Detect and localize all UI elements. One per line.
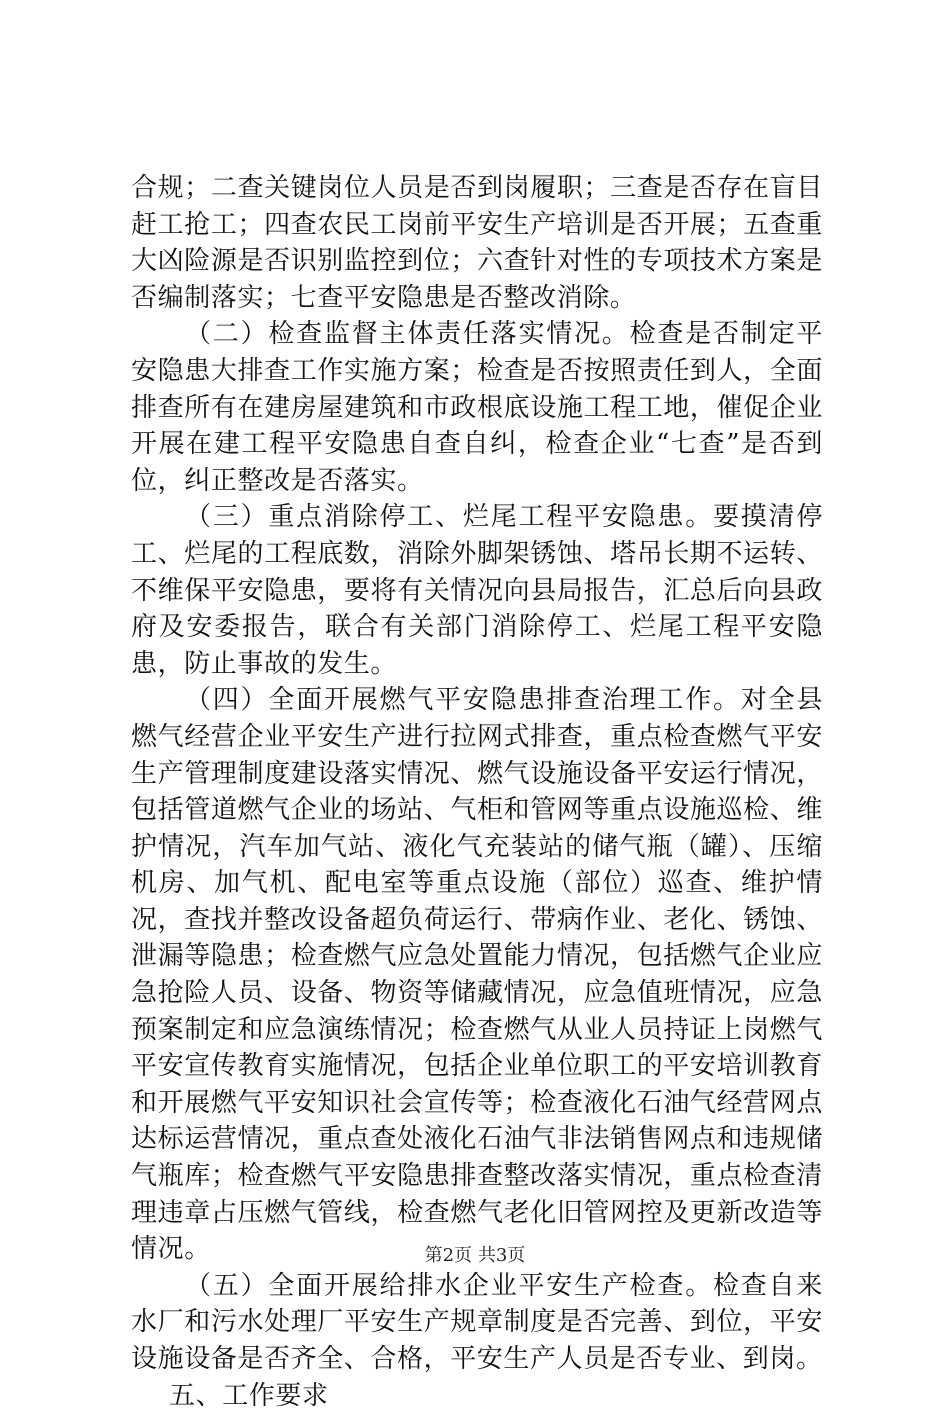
paragraph-item-2: （二）检查监督主体责任落实情况。检查是否制定平安隐患大排查工作实施方案；检查是否按照责任到人，全面排查所有在建房屋建筑和市政根底设施工程工地，催促企业开展在建工程平安隐患自查自纠，检查企业“七查”是否到位，纠正整改是否落实。 (131, 319, 823, 496)
page-indicator: 第2页 共3页 (424, 1245, 526, 1266)
page-footer (0, 1244, 950, 1268)
paragraph-continuation: 合规；二查关键岗位人员是否到岗履职；三查是否存在盲目赶工抢工；四查农民工岗前平安生产培训是否开展；五查重大凶险源是否识别监控到位；六查针对性的专项技术方案是否编制落实；七查平安隐患是否整改消除。 (131, 173, 823, 313)
section-heading: 五、工作要求 (169, 1380, 329, 1411)
document-body (131, 170, 823, 1414)
paragraph-item-4: （四）全面开展燃气平安隐患排查治理工作。对全县燃气经营企业平安生产进行拉网式排查，重点检查燃气平安生产管理制度建设落实情况、燃气设施设备平安运行情况，包括管道燃气企业的场站、气柜和管网等重点设施巡检、维护情况，汽车加气站、液化气充装站的储气瓶（罐）、压缩机房、加气机、配电室等重点设施（部位）巡查、维护情况，查找并整改设备超负荷运行、带病作业、老化、锈蚀、泄漏等隐患；检查燃气应急处置能力情况，包括燃气企业应急抢险人员、设备、物资等储藏情况，应急值班情况，应急预案制定和应急演练情况；检查燃气从业人员持证上岗燃气平安宣传教育实施情况，包括企业单位职工的平安培训教育和开展燃气平安知识社会宣传等；检查液化石油气经营网点达标运营情况，重点查处液化石油气非法销售网点和违规储气瓶库；检查燃气平安隐患排查整改落实情况，重点检查清理违章占压燃气管线，检查燃气老化旧管网控及更新改造等情况。 (131, 685, 823, 1265)
paragraph-item-5: （五）全面开展给排水企业平安生产检查。检查自来水厂和污水处理厂平安生产规章制度是否完善、到位，平安设施设备是否齐全、合格，平安生产人员是否专业、到岗。 (131, 1270, 823, 1374)
paragraph-item-3: （三）重点消除停工、烂尾工程平安隐患。要摸清停工、烂尾的工程底数，消除外脚架锈蚀、塔吊长期不运转、不维保平安隐患，要将有关情况向县局报告，汇总后向县政府及安委报告，联合有关部门消除停工、烂尾工程平安隐患，防止事故的发生。 (131, 502, 823, 679)
